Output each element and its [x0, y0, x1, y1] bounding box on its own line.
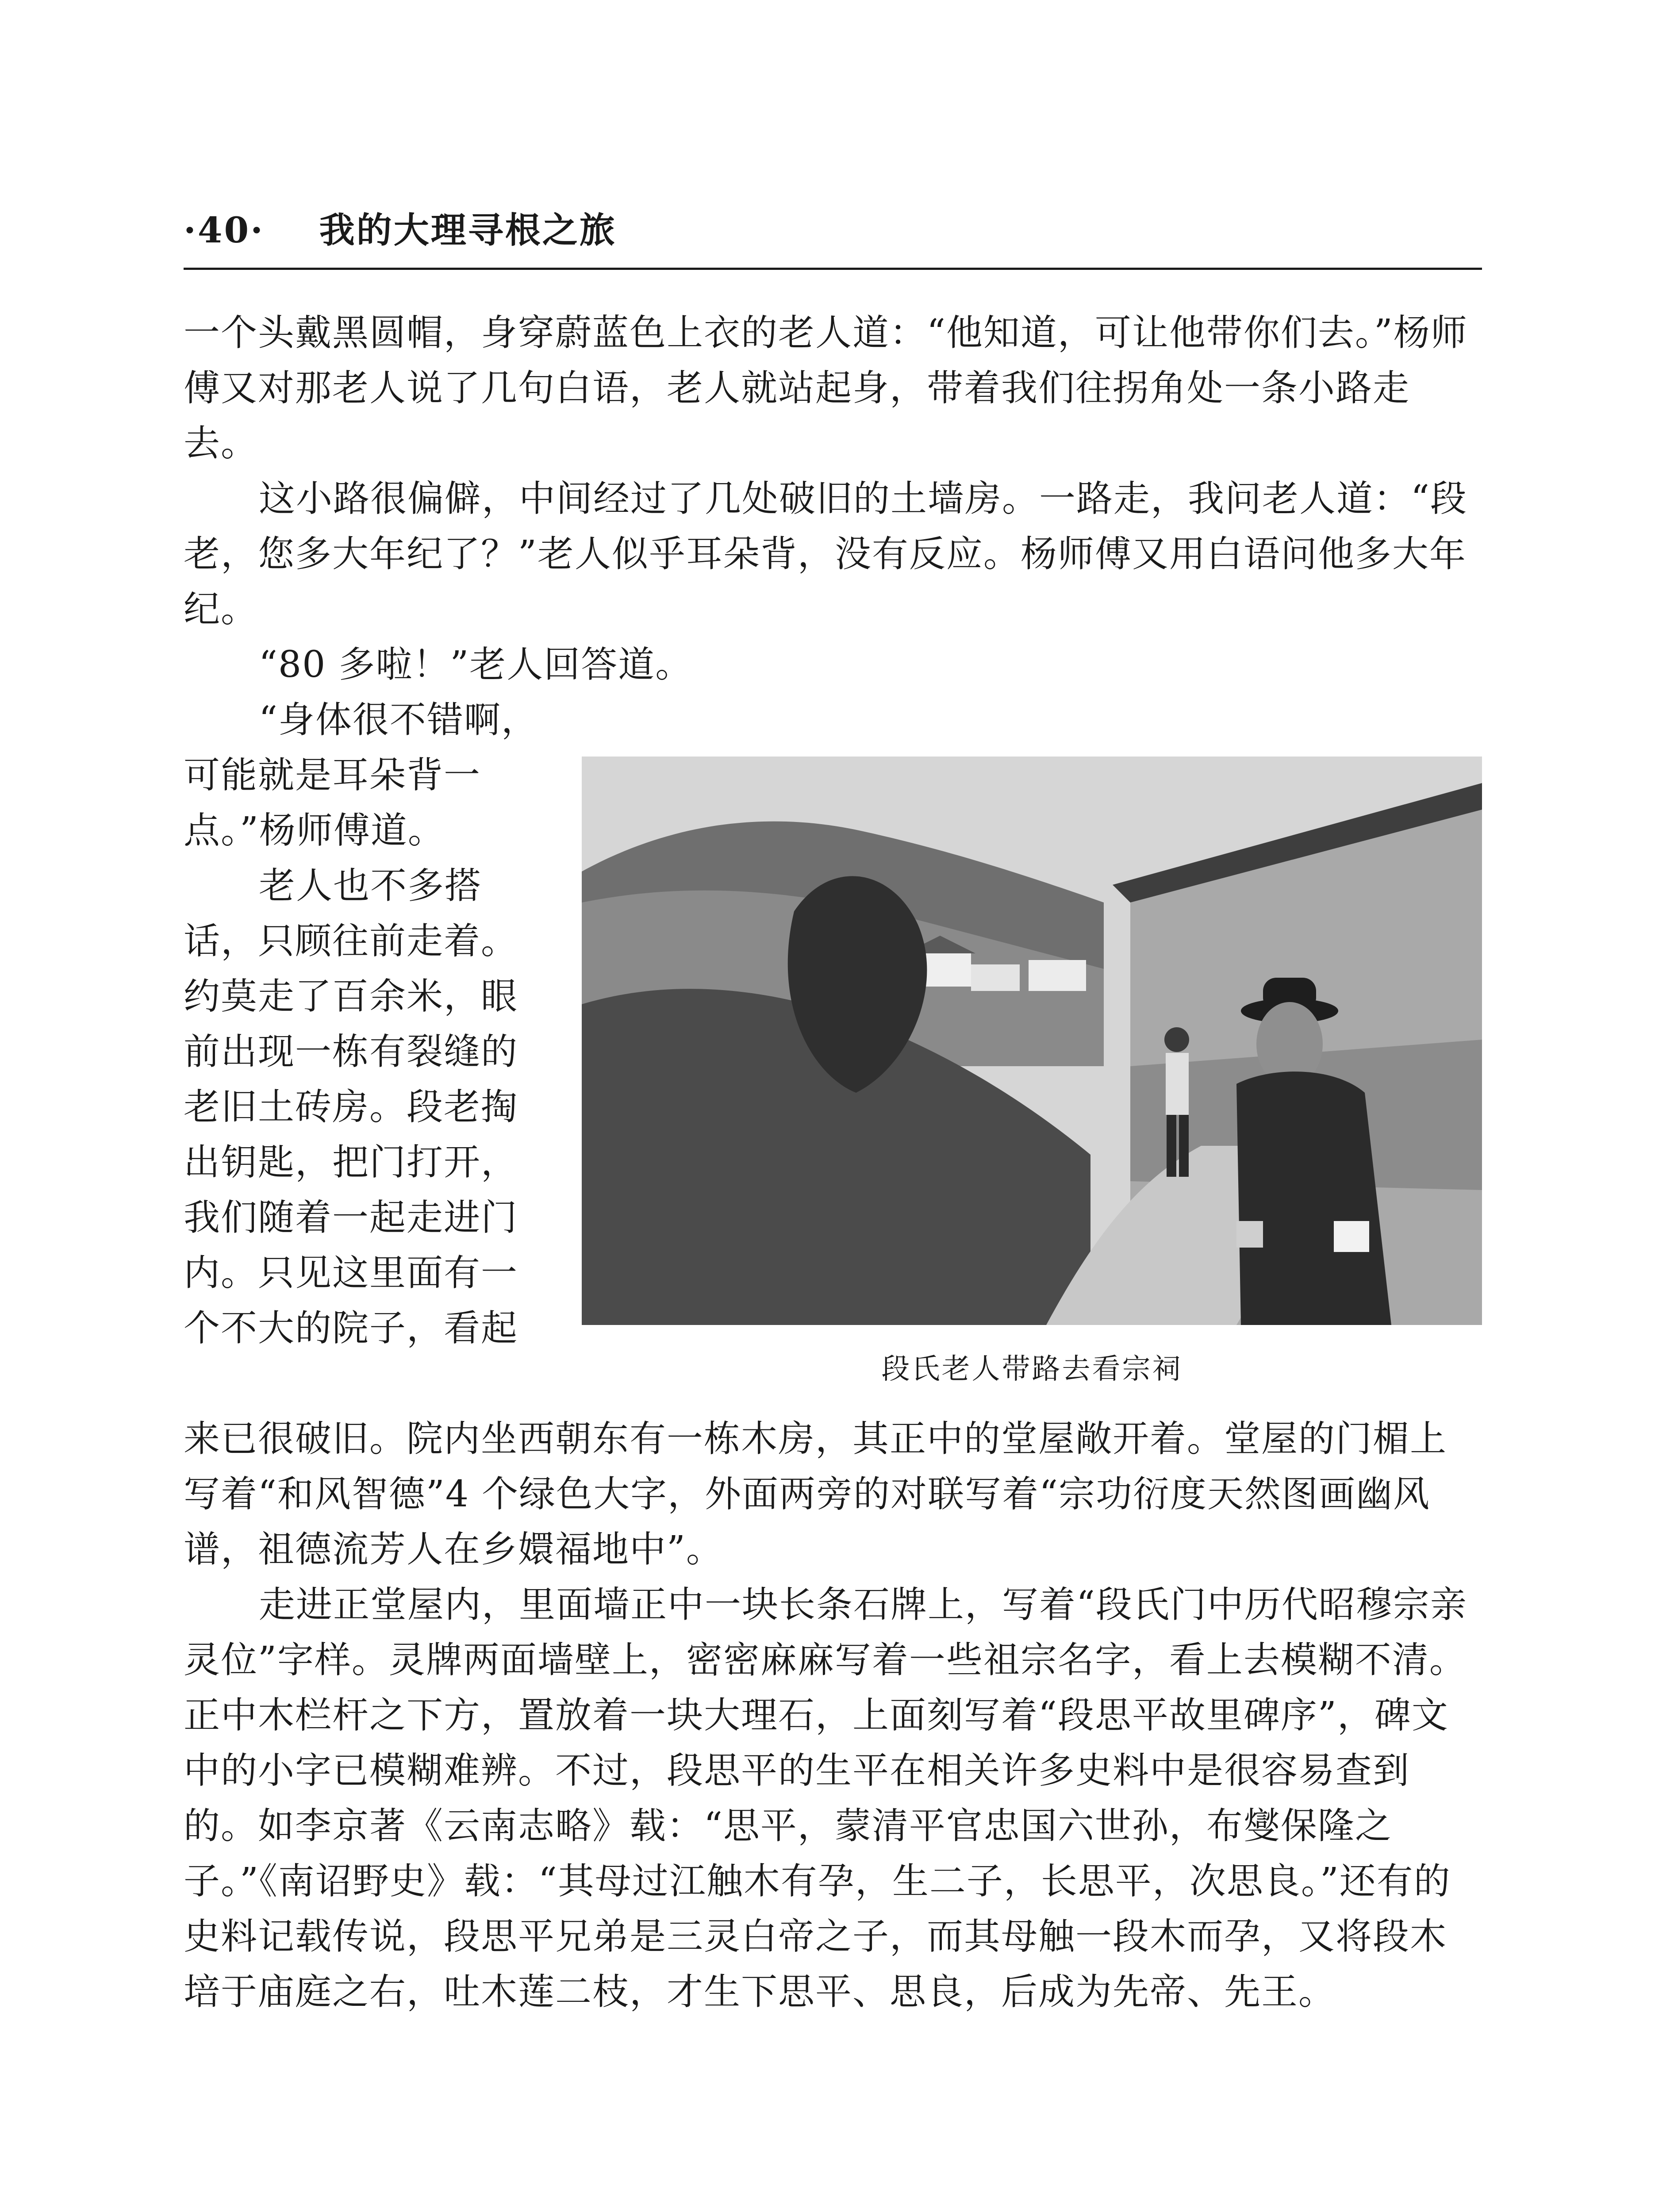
- page-number: ·40·: [184, 209, 265, 251]
- paragraph-6: 来已很破旧。院内坐西朝东有一栋木房，其正中的堂屋敞开着。堂屋的门楣上写着“和风智德”4 个绿色大字，外面两旁的对联写着“宗功衍度天然图画幽风谱，祖德流芳人在乡嬛福地中”。: [184, 1418, 1447, 1571]
- paragraph-7: 走进正堂屋内，里面墙正中一块长条石牌上，写着“段氏门中历代昭穆宗亲灵位”字样。灵牌两面墙壁上，密密麻麻写着一些祖宗名字，看上去模糊不清。正中木栏杆之下方，置放着一块大理石，上面刻写着“段思平故里碑序”，碑文中的小字已模糊难辨。不过，段思平的生平在相关许多史料中是很容易查到的。如李京著《云南志略》载：“思平，蒙清平官忠国六世孙，布燮保隆之子。”《南诏野史》载：“其母过江触木有孕，生二子，长思平，次思良。”还有的史料记载传说，段思平兄弟是三灵白帝之子，而其母触一段木而孕，又将段木培于庙庭之右，吐木莲二枝，才生下思平、思良，后成为先帝、先王。: [184, 1584, 1467, 2013]
- photo-caption: 段氏老人带路去看宗祠: [881, 1353, 1183, 1386]
- village-photo: [582, 757, 1482, 1325]
- running-head: [184, 206, 617, 254]
- paragraph-3: “80 多啦！”老人回答道。: [259, 644, 693, 686]
- book-title: 我的大理寻根之旅: [319, 209, 617, 251]
- paragraph-5: 老人也不多搭话，只顾往前走着。约莫走了百余米，眼前出现一栋有裂缝的老旧土砖房。段老掏出钥匙，把门打开，我们随着一起走进门内。只见这里面有一个不大的院子，看起: [184, 865, 518, 1349]
- paragraph-1: 一个头戴黑圆帽，身穿蔚蓝色上衣的老人道：“他知道，可让他带你们去。”杨师傅又对那老人说了几句白语，老人就站起身，带着我们往拐角处一条小路走去。: [184, 312, 1468, 465]
- paragraph-4: “身体很不错啊，可能就是耳朵背一点。”杨师傅道。: [184, 699, 538, 852]
- header-rule: [184, 268, 1482, 270]
- paragraph-2: 这小路很偏僻，中间经过了几处破旧的土墙房。一路走，我问老人道：“段老，您多大年纪了？”老人似乎耳朵背，没有反应。杨师傅又用白语问他多大年纪。: [184, 478, 1467, 630]
- page-header: [184, 197, 1482, 272]
- photo-illustration: [582, 757, 1482, 1325]
